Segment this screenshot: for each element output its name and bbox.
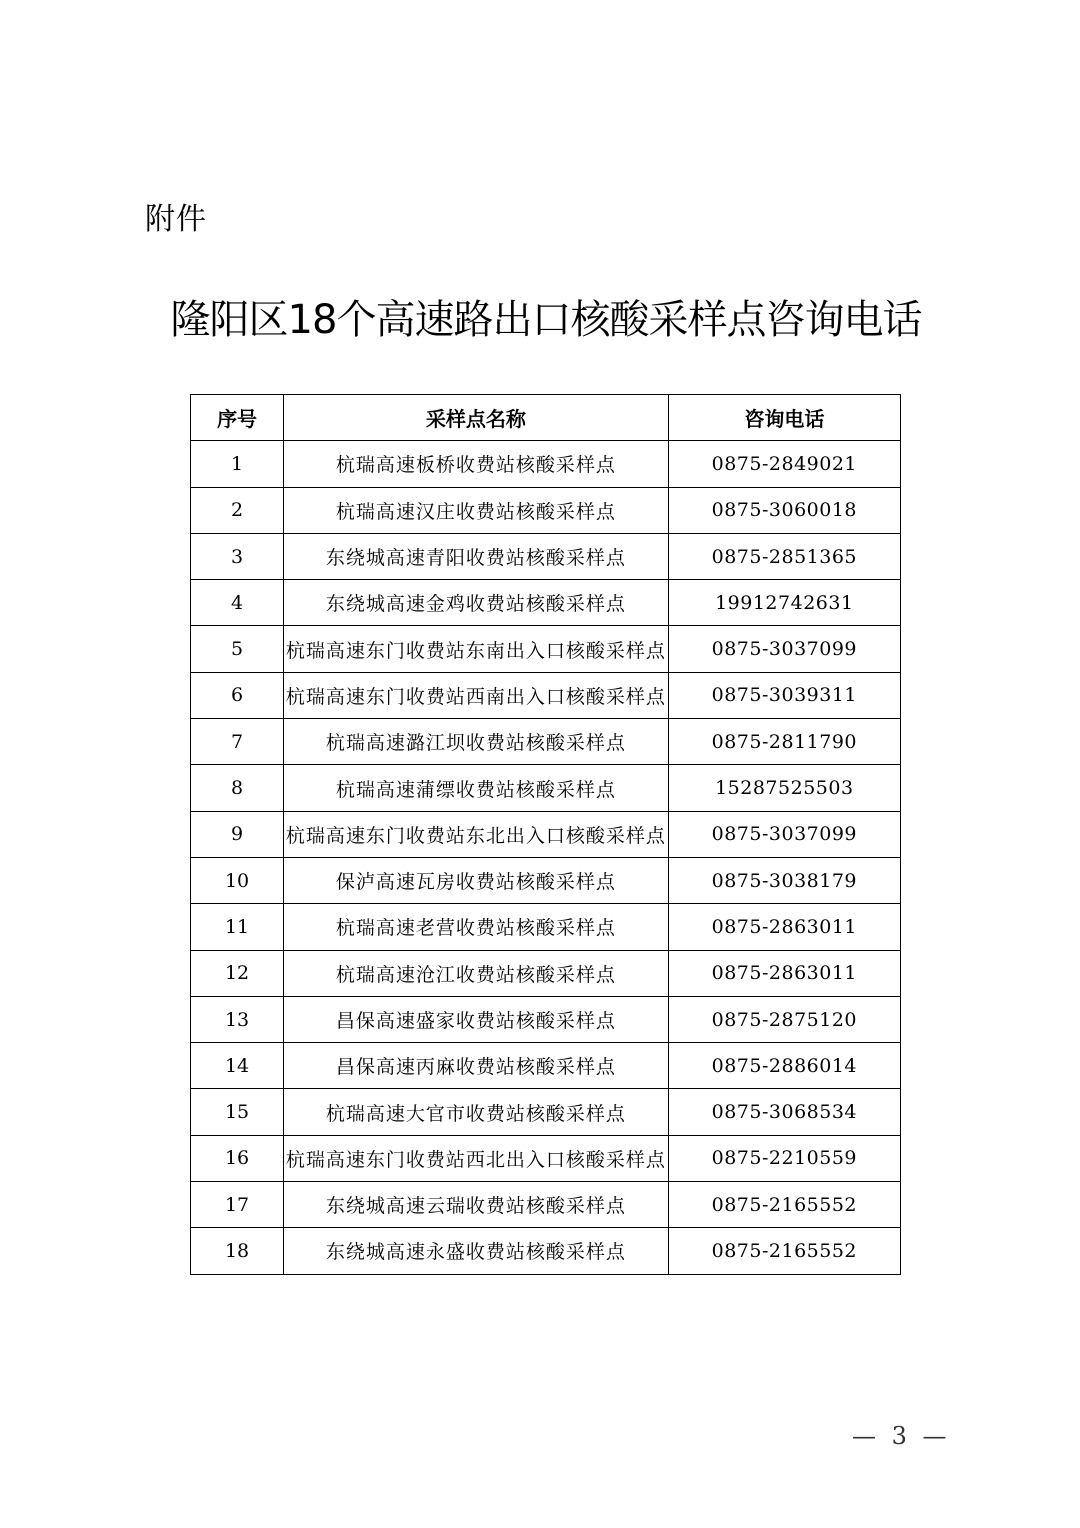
attachment-label: 附件 [145, 202, 207, 237]
phone-number: 0875-2165552 [668, 1228, 900, 1274]
row-index: 4 [191, 580, 284, 626]
row-index: 5 [191, 626, 284, 672]
sampling-point-name: 杭瑞高速汉庄收费站核酸采样点 [284, 487, 669, 533]
sampling-point-name: 东绕城高速金鸡收费站核酸采样点 [284, 580, 669, 626]
sampling-point-name: 杭瑞高速东门收费站西南出入口核酸采样点 [284, 672, 669, 718]
table-row [191, 996, 901, 1042]
row-index: 18 [191, 1228, 284, 1274]
table-row [191, 857, 901, 903]
phone-number: 0875-2886014 [668, 1043, 900, 1089]
table-row [191, 1135, 901, 1181]
row-index: 9 [191, 811, 284, 857]
row-index: 12 [191, 950, 284, 996]
table-row [191, 580, 901, 626]
phone-number: 0875-2849021 [668, 441, 900, 487]
row-index: 10 [191, 857, 284, 903]
phone-number: 0875-3068534 [668, 1089, 900, 1135]
table-row [191, 765, 901, 811]
row-index: 13 [191, 996, 284, 1042]
row-index: 1 [191, 441, 284, 487]
row-index: 6 [191, 672, 284, 718]
sampling-point-name: 杭瑞高速大官市收费站核酸采样点 [284, 1089, 669, 1135]
row-index: 11 [191, 904, 284, 950]
table-row [191, 811, 901, 857]
phone-number: 0875-3038179 [668, 857, 900, 903]
sampling-point-name: 东绕城高速青阳收费站核酸采样点 [284, 533, 669, 579]
row-index: 17 [191, 1182, 284, 1228]
sampling-point-name: 杭瑞高速东门收费站东南出入口核酸采样点 [284, 626, 669, 672]
table-row [191, 441, 901, 487]
row-index: 3 [191, 533, 284, 579]
phone-number: 19912742631 [668, 580, 900, 626]
table-row [191, 672, 901, 718]
row-index: 8 [191, 765, 284, 811]
table-row [191, 1228, 901, 1274]
sampling-points-table [190, 394, 901, 1275]
sampling-point-name: 杭瑞高速沧江收费站核酸采样点 [284, 950, 669, 996]
table-body [191, 441, 901, 1274]
table-row [191, 533, 901, 579]
table-row [191, 1182, 901, 1228]
phone-number: 0875-2210559 [668, 1135, 900, 1181]
row-index: 7 [191, 719, 284, 765]
phone-number: 0875-2165552 [668, 1182, 900, 1228]
phone-number: 0875-3037099 [668, 811, 900, 857]
table-row [191, 719, 901, 765]
table-row [191, 626, 901, 672]
sampling-point-name: 昌保高速盛家收费站核酸采样点 [284, 996, 669, 1042]
table-row [191, 1043, 901, 1089]
sampling-point-name: 杭瑞高速东门收费站东北出入口核酸采样点 [284, 811, 669, 857]
row-index: 15 [191, 1089, 284, 1135]
table-row [191, 1089, 901, 1135]
phone-number: 0875-2863011 [668, 950, 900, 996]
phone-number: 0875-2875120 [668, 996, 900, 1042]
phone-number: 0875-3037099 [668, 626, 900, 672]
sampling-point-name: 昌保高速丙麻收费站核酸采样点 [284, 1043, 669, 1089]
row-index: 2 [191, 487, 284, 533]
sampling-point-name: 杭瑞高速蒲缥收费站核酸采样点 [284, 765, 669, 811]
sampling-point-name: 东绕城高速永盛收费站核酸采样点 [284, 1228, 669, 1274]
sampling-point-name: 杭瑞高速潞江坝收费站核酸采样点 [284, 719, 669, 765]
phone-number: 0875-3039311 [668, 672, 900, 718]
table-row [191, 487, 901, 533]
sampling-point-name: 杭瑞高速老营收费站核酸采样点 [284, 904, 669, 950]
phone-number: 0875-2863011 [668, 904, 900, 950]
header-phone: 咨询电话 [668, 395, 900, 441]
table-header-row [191, 395, 901, 441]
table-row [191, 904, 901, 950]
phone-number: 0875-2851365 [668, 533, 900, 579]
header-name: 采样点名称 [284, 395, 669, 441]
sampling-point-name: 杭瑞高速板桥收费站核酸采样点 [284, 441, 669, 487]
row-index: 16 [191, 1135, 284, 1181]
row-index: 14 [191, 1043, 284, 1089]
phone-number: 15287525503 [668, 765, 900, 811]
phone-number: 0875-2811790 [668, 719, 900, 765]
page-number: — 3 — [852, 1422, 951, 1450]
sampling-point-name: 保泸高速瓦房收费站核酸采样点 [284, 857, 669, 903]
document-title: 隆阳区18个高速路出口核酸采样点咨询电话 [170, 297, 922, 343]
table-row [191, 950, 901, 996]
header-index: 序号 [191, 395, 284, 441]
phone-number: 0875-3060018 [668, 487, 900, 533]
sampling-point-name: 杭瑞高速东门收费站西北出入口核酸采样点 [284, 1135, 669, 1181]
sampling-point-name: 东绕城高速云瑞收费站核酸采样点 [284, 1182, 669, 1228]
